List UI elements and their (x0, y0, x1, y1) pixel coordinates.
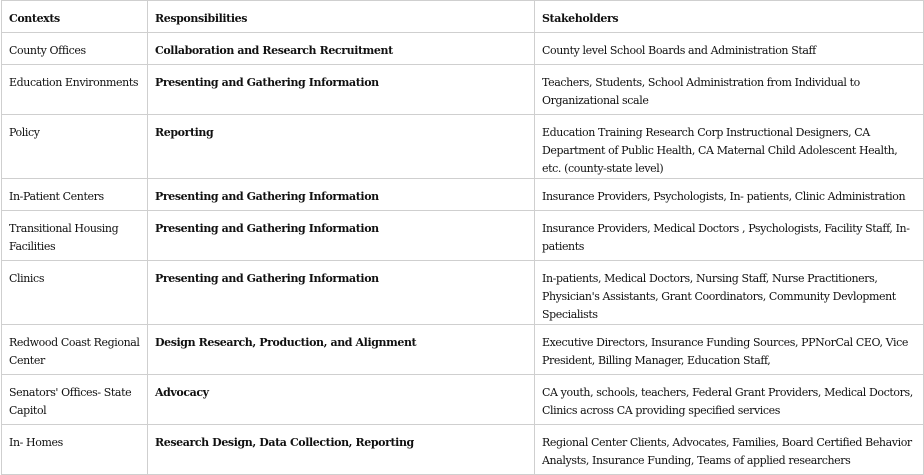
cell-responsibility: Research Design, Data Collection, Reporting (148, 425, 535, 475)
table-row (2, 179, 924, 211)
cell-context: Policy (2, 115, 148, 179)
cell-stakeholders: Education Training Research Corp Instructional Designers, CA Department of Public Health, CA Maternal Child Adolescent Health, etc. (county-state level) (535, 115, 924, 179)
stakeholder-table (1, 0, 924, 475)
cell-responsibility: Collaboration and Research Recruitment (148, 33, 535, 65)
cell-context: Redwood Coast Regional Center (2, 325, 148, 375)
cell-context: In- Homes (2, 425, 148, 475)
table-row (2, 211, 924, 261)
cell-context: Clinics (2, 261, 148, 325)
cell-context: In-Patient Centers (2, 179, 148, 211)
table-row (2, 425, 924, 475)
cell-stakeholders: Teachers, Students, School Administration from Individual to Organizational scale (535, 65, 924, 115)
table-row (2, 115, 924, 179)
cell-stakeholders: In-patients, Medical Doctors, Nursing Staff, Nurse Practitioners, Physician's Assistants, Grant Coordinators, Community Devlopment Specialists (535, 261, 924, 325)
cell-stakeholders: County level School Boards and Administration Staff (535, 33, 924, 65)
cell-context: Education Environments (2, 65, 148, 115)
cell-stakeholders: Executive Directors, Insurance Funding Sources, PPNorCal CEO, Vice President, Billing Manager, Education Staff, (535, 325, 924, 375)
cell-stakeholders: Insurance Providers, Psychologists, In- patients, Clinic Administration (535, 179, 924, 211)
cell-responsibility: Design Research, Production, and Alignment (148, 325, 535, 375)
table-row (2, 261, 924, 325)
table-row (2, 375, 924, 425)
table-row (2, 65, 924, 115)
header-responsibilities: Responsibilities (148, 1, 535, 33)
cell-responsibility: Presenting and Gathering Information (148, 179, 535, 211)
header-stakeholders: Stakeholders (535, 1, 924, 33)
header-contexts: Contexts (2, 1, 148, 33)
cell-stakeholders: CA youth, schools, teachers, Federal Grant Providers, Medical Doctors, Clinics across CA providing specified services (535, 375, 924, 425)
cell-context: County Offices (2, 33, 148, 65)
cell-context: Senators' Offices- State Capitol (2, 375, 148, 425)
cell-stakeholders: Insurance Providers, Medical Doctors , Psychologists, Facility Staff, In-patients (535, 211, 924, 261)
cell-responsibility: Presenting and Gathering Information (148, 261, 535, 325)
cell-context: Transitional Housing Facilities (2, 211, 148, 261)
cell-responsibility: Advocacy (148, 375, 535, 425)
cell-responsibility: Presenting and Gathering Information (148, 211, 535, 261)
cell-responsibility: Presenting and Gathering Information (148, 65, 535, 115)
cell-stakeholders: Regional Center Clients, Advocates, Families, Board Certified Behavior Analysts, Insurance Funding, Teams of applied researchers (535, 425, 924, 475)
cell-responsibility: Reporting (148, 115, 535, 179)
header-row (2, 1, 924, 33)
table-row (2, 325, 924, 375)
table-row (2, 33, 924, 65)
